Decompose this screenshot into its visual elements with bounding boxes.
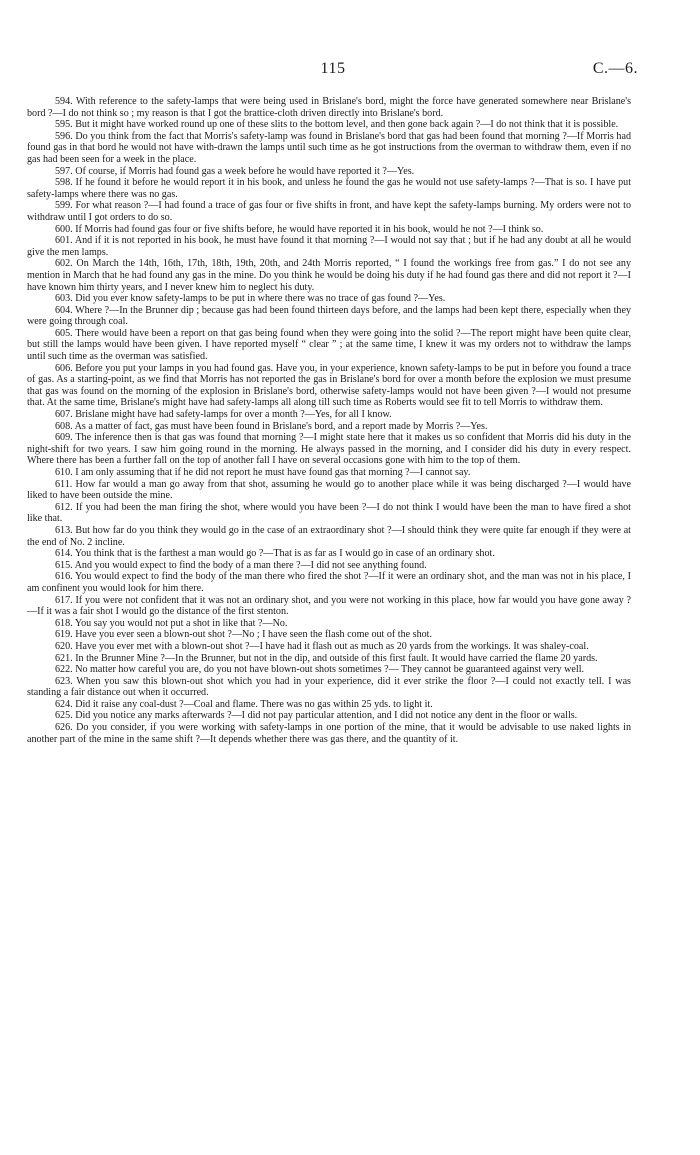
testimony-paragraph-598: 598. If he found it before he would report it in his book, and unless he found the gas he would not use safety-lamps ?—That is so. I have put safety-lamps where there was no gas. xyxy=(27,177,631,200)
testimony-paragraph-599: 599. For what reason ?—I had found a trace of gas four or five shifts in front, and have kept the safety-lamps burning. My orders were not to withdraw until I got orders to do so. xyxy=(27,200,631,223)
testimony-paragraph-603: 603. Did you ever know safety-lamps to be put in where there was no trace of gas found ?—Yes. xyxy=(55,293,446,305)
testimony-paragraph-601: 601. And if it is not reported in his book, he must have found it that morning ?—I would not say that ; but if he had any doubt at all he would give the men lamps. xyxy=(27,235,631,258)
document-reference: C.—6. xyxy=(592,60,638,77)
page-number: 115 xyxy=(320,60,346,77)
testimony-paragraph-597: 597. Of course, if Morris had found gas a week before he would have reported it ?—Yes. xyxy=(55,165,415,177)
page-header xyxy=(28,60,638,80)
testimony-paragraph-606: 606. Before you put your lamps in you had found gas. Have you, in your experience, known safety-lamps to be put in before you found a trace of gas. As a starting-point, as we find that Morris has not reported the gas in Brislane's bord for over a month before the explosion we must presume that gas was found on the morning of the explosion in Brislane's bord, otherwise safety-lamps would not have been given ?—I would not presume that. At the same time, Brislane's might have had safety-lamps all along till such time as Roberts would see fit to tell Morris to withdraw them. xyxy=(27,362,631,409)
testimony-paragraph-605: 605. There would have been a report on that gas being found when they were going into the solid ?—The report might have been quite clear, but still the lamps would have been given. I have reported myself “ clear ” ; at the same time, I knew it was my orders not to withdraw the lamps until such time as the overman was satisfied. xyxy=(27,327,631,363)
testimony-paragraph-611: 611. How far would a man go away from that shot, assuming he would go to another place while it was being discharged ?—I would have liked to have been outside the mine. xyxy=(27,478,631,502)
testimony-paragraph-623: 623. When you saw this blown-out shot which you had in your experience, did it ever strike the floor ?—I could not exactly tell. I was standing a fair distance out when it occurred. xyxy=(27,675,631,699)
testimony-paragraph-600: 600. If Morris had found gas four or five shifts before, he would have reported it in his book, would he not ?—I think so. xyxy=(55,223,544,235)
testimony-paragraph-618: 618. You say you would not put a shot in like that ?—No. xyxy=(55,617,288,629)
testimony-paragraph-625: 625. Did you notice any marks afterwards ?—I did not pay particular attention, and I did not notice any dent in the floor or walls. xyxy=(55,710,578,722)
testimony-paragraph-624: 624. Did it raise any coal-dust ?—Coal and flame. There was no gas within 25 yds. to light it. xyxy=(55,698,433,710)
testimony-paragraph-602: 602. On March the 14th, 16th, 17th, 18th, 19th, 20th, and 24th Morris reported, “ I found the workings free from gas.” I do not see any mention in March that he had found any gas in the mine. Do you think he would be doing his duty if he had found gas there and did not report it ?—I have known him thirty years, and I never knew him to neglect his duty. xyxy=(27,258,631,293)
testimony-paragraph-604: 604. Where ?—In the Brunner dip ; because gas had been found thirteen days before, and the lamps had been kept there, especially when they were going through coal. xyxy=(27,304,631,328)
testimony-paragraph-594: 594. With reference to the safety-lamps that were being used in Brislane's bord, might the force have generated somewhere near Brislane's bord ?—I do not think so ; my reason is that I got the brattice-cloth driven directly into Brislane's bord. xyxy=(27,96,631,119)
testimony-paragraph-609: 609. The inference then is that gas was found that morning ?—I might state here that it makes us so confident that Morris did his duty in the night-shift for two years. I saw him going round in the morning. He always passed in the morning, and I consider did his duty in every respect. Where there has been a further fall on the top of another fall I have on several occasions gone with him to the top of them. xyxy=(27,432,631,467)
testimony-paragraph-596: 596. Do you think from the fact that Morris's safety-lamp was found in Brislane's bord that gas had been found that morning ?—If Morris had found gas in that bord he would not have with-drawn the lamps until such time as he got instructions from the overman to withdraw them, even if no gas had been seen for a week in the place. xyxy=(27,130,631,165)
testimony-paragraph-616: 616. You would expect to find the body of the man there who fired the shot ?—If it were an ordinary shot, and the man was not in his place, I am confinent you would look for him there. xyxy=(27,571,631,594)
testimony-paragraph-607: 607. Brislane might have had safety-lamps for over a month ?—Yes, for all I know. xyxy=(55,409,392,421)
testimony-paragraph-595: 595. But it might have worked round up one of these slits to the bottom level, and then gone back again ?—I do not think that it is possible. xyxy=(55,119,619,131)
testimony-paragraph-621: 621. In the Brunner Mine ?—In the Brunner, but not in the dip, and outside of this first fault. It would have carried the flame 20 yards. xyxy=(55,652,598,664)
testimony-body xyxy=(27,96,631,745)
testimony-paragraph-615: 615. And you would expect to find the body of a man there ?—I did not see anything found. xyxy=(55,559,427,571)
testimony-paragraph-613: 613. But how far do you think they would go in the case of an extraordinary shot ?—I should think they were quite far enough if they were at the end of No. 2 incline. xyxy=(27,524,631,548)
testimony-paragraph-612: 612. If you had been the man firing the shot, where would you have been ?—I do not think I would have been the man to have fired a shot like that. xyxy=(27,501,631,525)
testimony-paragraph-620: 620. Have you ever met with a blown-out shot ?—I have had it flash out as much as 20 yards from the workings. It was shaley-coal. xyxy=(55,640,589,652)
testimony-paragraph-610: 610. I am only assuming that if he did not report he must have found gas that morning ?—I cannot say. xyxy=(55,467,471,478)
testimony-paragraph-626: 626. Do you consider, if you were working with safety-lamps in one portion of the mine, that it would be advisable to use naked lights in another part of the mine in the same shift ?—It depends whether there was gas there, and the quantity of it. xyxy=(27,722,631,745)
testimony-paragraph-608: 608. As a matter of fact, gas must have been found in Brislane's bord, and a report made by Morris ?—Yes. xyxy=(55,420,488,432)
testimony-paragraph-619: 619. Have you ever seen a blown-out shot ?—No ; I have seen the flash come out of the shot. xyxy=(55,629,433,641)
testimony-paragraph-617: 617. If you were not confident that it was not an ordinary shot, and you were not working in this place, how far would you have gone away ?—If it was a fair shot I would go the distance of the first stenton. xyxy=(27,594,631,618)
testimony-paragraph-622: 622. No matter how careful you are, do you not have blown-out shots sometimes ?— They cannot be guaranteed against very well. xyxy=(55,664,585,676)
testimony-paragraph-614: 614. You think that is the farthest a man would go ?—That is as far as I would go in case of an ordinary shot. xyxy=(55,548,495,560)
